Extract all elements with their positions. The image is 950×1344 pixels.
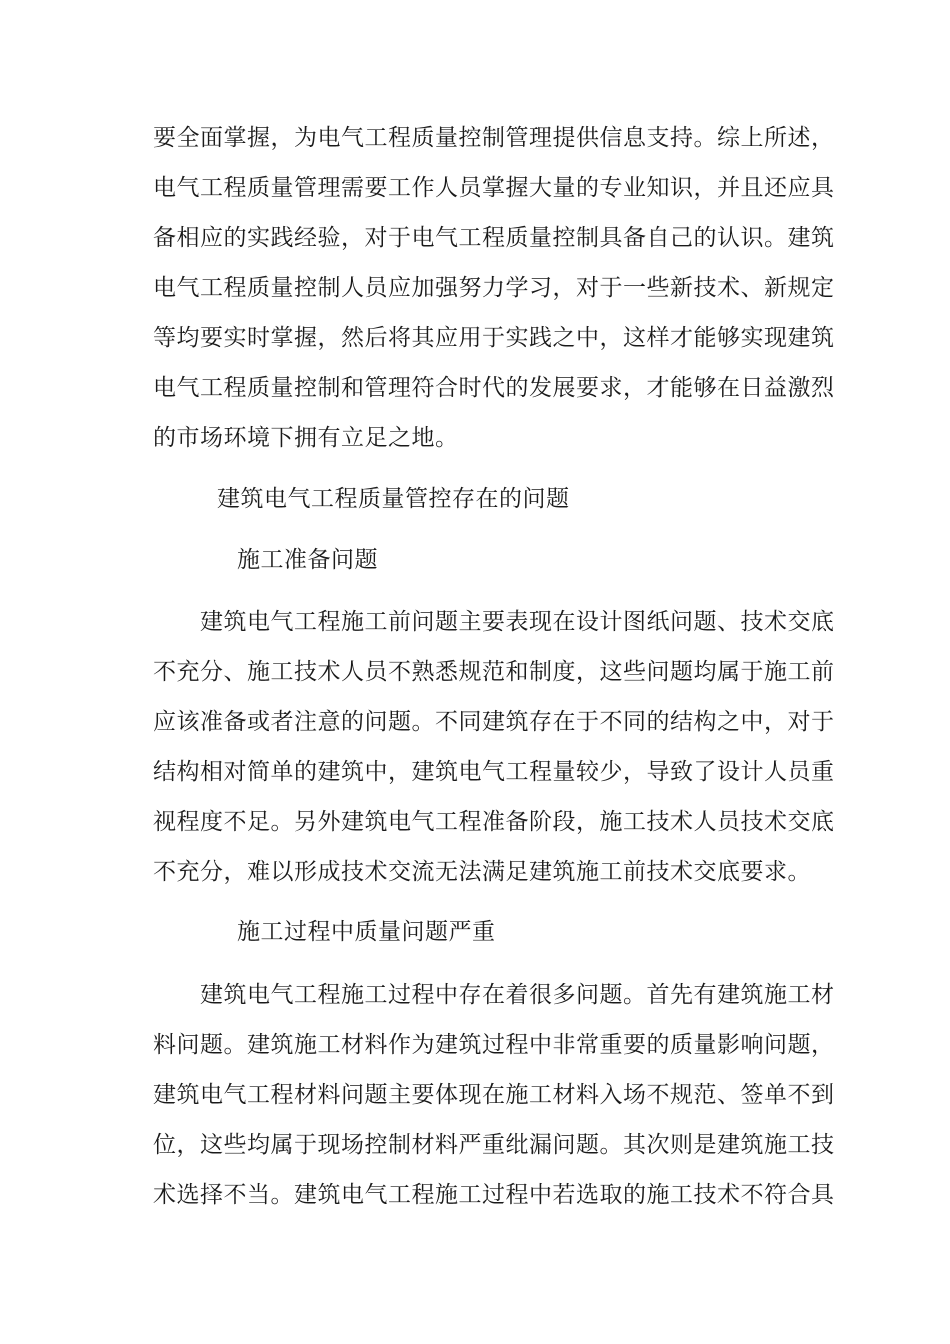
subsection-heading: 施工过程中质量问题严重	[237, 919, 496, 945]
paragraph-line: 备相应的实践经验，对于电气工程质量控制具备自己的认识。建筑	[153, 225, 835, 251]
paragraph-line: 料问题。建筑施工材料作为建筑过程中非常重要的质量影响问题，	[153, 1032, 835, 1058]
paragraph-line: 应该准备或者注意的问题。不同建筑存在于不同的结构之中，对于	[153, 709, 835, 735]
paragraph-line: 等均要实时掌握，然后将其应用于实践之中，这样才能够实现建筑	[153, 325, 835, 351]
paragraph-line: 建筑电气工程材料问题主要体现在施工材料入场不规范、签单不到	[153, 1082, 835, 1108]
paragraph-line: 电气工程质量管理需要工作人员掌握大量的专业知识，并且还应具	[153, 175, 835, 201]
paragraph-line: 的市场环境下拥有立足之地。	[153, 425, 459, 451]
paragraph-line: 位，这些均属于现场控制材料严重纰漏问题。其次则是建筑施工技	[153, 1132, 835, 1158]
paragraph-line: 不充分，难以形成技术交流无法满足建筑施工前技术交底要求。	[153, 859, 811, 885]
paragraph-line: 不充分、施工技术人员不熟悉规范和制度，这些问题均属于施工前	[153, 659, 835, 685]
paragraph-line: 术选择不当。建筑电气工程施工过程中若选取的施工技术不符合具	[153, 1182, 835, 1208]
paragraph-line: 要全面掌握，为电气工程质量控制管理提供信息支持。综上所述，	[153, 125, 835, 151]
section-heading: 建筑电气工程质量管控存在的问题	[217, 486, 570, 512]
paragraph-line: 结构相对简单的建筑中，建筑电气工程量较少，导致了设计人员重	[153, 759, 835, 785]
paragraph-line: 视程度不足。另外建筑电气工程准备阶段，施工技术人员技术交底	[153, 809, 835, 835]
paragraph-line: 电气工程质量控制和管理符合时代的发展要求，才能够在日益激烈	[153, 375, 835, 401]
paragraph-line: 建筑电气工程施工过程中存在着很多问题。首先有建筑施工材	[200, 982, 835, 1008]
subsection-heading: 施工准备问题	[237, 547, 378, 573]
paragraph-line: 建筑电气工程施工前问题主要表现在设计图纸问题、技术交底	[200, 609, 835, 635]
paragraph-line: 电气工程质量控制人员应加强努力学习，对于一些新技术、新规定	[153, 275, 835, 301]
